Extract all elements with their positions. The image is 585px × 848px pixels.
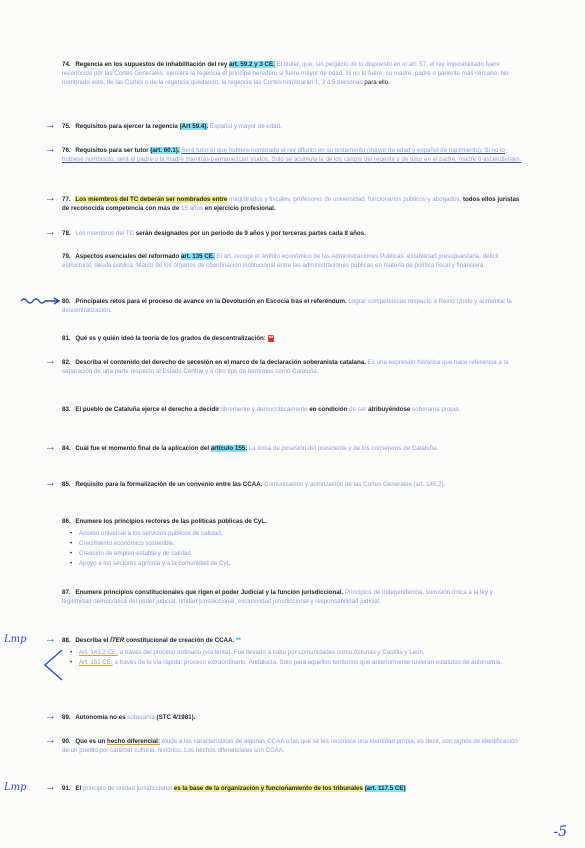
question: Que es un bbox=[75, 738, 106, 745]
question: en condición bbox=[309, 406, 348, 413]
answer: El titular, que, sin perjuicio de lo dispuesto en el art. 57, el rey imposibilitado fuere reconocido por las Cortes Generales, ejercerá la regencia el príncipe heredero si fuere mayor de edad. Si no lo fuere, su madre, padre o pariente más cercano. No nombrado esto, de las Cortes o de la regencia quedando, la regencia las Cortes nombrarán 1, 3 ó 5 personas bbox=[62, 61, 509, 86]
article-ref: Art. 143.2 CE, bbox=[79, 649, 118, 656]
question: Describa el bbox=[75, 637, 109, 644]
answer: El art. recoge el ámbito económico de las Administraciones Públicas: estabilidad presupuestaria, déficit estructural, deuda pública. Marco de los órganos de coordinación institucional entre las administraciones públicas en materia de política fiscal y financiera. bbox=[62, 253, 499, 269]
article-ref: art. 59.2 y 3 CE. bbox=[229, 61, 275, 68]
item-74 bbox=[62, 60, 522, 87]
question-underlined: hecho diferencial: bbox=[107, 738, 160, 745]
question: Enumere los principios rectores de las políticas públicas de CyL. bbox=[75, 518, 267, 525]
item-number: 87. bbox=[62, 589, 71, 596]
question: Requisito para la formalización de un convenio entre las CCAA. bbox=[75, 481, 263, 488]
item-number: 81. bbox=[62, 335, 71, 342]
answer-bold: en ejercicio profesional. bbox=[204, 205, 276, 212]
list-item: • Crecimiento económico sostenible. bbox=[70, 539, 522, 548]
article-ref: (Art 59.4). bbox=[179, 123, 209, 130]
question: Qué es y quién ideó la teoría de los grados de descentralización: bbox=[75, 335, 266, 342]
question: El pueblo de Cataluña ejerce el derecho a decidir bbox=[75, 406, 220, 413]
article-ref: artículo 155. bbox=[210, 445, 247, 452]
item-84 bbox=[62, 444, 522, 453]
item-number: 89. bbox=[62, 714, 71, 721]
item-86 bbox=[62, 517, 522, 569]
item-number: 80. bbox=[62, 298, 71, 305]
item-number: 82. bbox=[62, 359, 71, 366]
answer: Comunicación y autorización de las Cortes Generales (art. 145.2). bbox=[264, 481, 446, 488]
arrow-icon: → bbox=[45, 477, 56, 489]
answer: Español y mayor de edad. bbox=[209, 123, 282, 130]
article-ref: Art. 151 CE, bbox=[79, 659, 113, 666]
answer-tail: para ello. bbox=[364, 79, 390, 86]
answer: soberanía propia. bbox=[412, 406, 461, 413]
question: Los miembros del TC deberán ser nombrados entre bbox=[75, 196, 228, 203]
answer: magistrados y fiscales, profesores de universidad, funcionarios públicos y abogados, bbox=[229, 196, 462, 203]
item-82 bbox=[62, 358, 522, 376]
wavy-arrow-icon bbox=[20, 296, 62, 306]
list-item: • Acceso universal a los servicios públicos de calidad. bbox=[70, 529, 522, 538]
answer: a través de la vía rápida: proceso extraordinario. Andalucía. Solo para aquellos territorios que anteriormente tuvieran estatutos de autonomía. bbox=[114, 659, 503, 666]
list-item bbox=[70, 648, 522, 657]
item-90 bbox=[62, 737, 522, 755]
arrow-icon: → bbox=[45, 441, 56, 453]
question: serán designados por un periodo de 9 años y por terceras partes cada 8 años. bbox=[135, 230, 366, 237]
arrow-icon: → bbox=[45, 119, 56, 131]
arrow-icon: → bbox=[45, 355, 56, 367]
item-number: 74. bbox=[62, 61, 71, 68]
answer: principio de unidad jurisdiccional bbox=[82, 785, 173, 792]
item-number: 85. bbox=[62, 481, 71, 488]
answer: Es una expresión histórica que hace referencia a la separación de una parte respecto al Estado Central y a otro tipo de territorios como Cataluña. bbox=[62, 359, 509, 375]
question: atribuyéndose bbox=[368, 406, 411, 413]
arrow-icon: → bbox=[45, 226, 56, 238]
answer: soberanía bbox=[127, 714, 155, 721]
answer: Alude a las características de algunas CCAA a las que se les reconoce una identidad propia, es decir, son signos de identificación de un pueblo por carácter cultural, histórico. Los hechos diferenciales son CCAA. bbox=[62, 738, 518, 754]
answer: Los miembros del TC bbox=[75, 230, 135, 237]
margin-note: Lmp bbox=[4, 782, 27, 793]
arrow-icon: → bbox=[45, 781, 56, 793]
arrow-icon: → bbox=[45, 734, 56, 746]
answer: Lograr competencias respecto a Reino Unido y aumentar la descentralización. bbox=[62, 298, 512, 314]
arrow-icon: → bbox=[45, 192, 56, 204]
creation-list bbox=[70, 648, 522, 667]
item-number: 77. bbox=[62, 196, 71, 203]
article-ref: (art. 60.1). bbox=[150, 147, 180, 154]
item-number: 79. bbox=[62, 253, 71, 260]
question: es la base de la organización y funcionamiento de los tribunales bbox=[173, 785, 363, 792]
item-number: 78. bbox=[62, 230, 71, 237]
question: Aspectos esenciales del reformado bbox=[75, 253, 180, 260]
question-italic: ÍTER bbox=[110, 637, 125, 644]
question: Describa el contenido del derecho de secesión en el marco de la declaración soberanista catalana. bbox=[75, 359, 366, 366]
answer: a través del proceso ordinario (vía lenta). Fue llevado a cabo por comunidades como Asturias y Castilla y León. bbox=[119, 649, 425, 656]
priority-mark: ** bbox=[268, 335, 274, 342]
question: Cuál fue el momento final de la aplicación del bbox=[75, 445, 210, 452]
question: Principales retos para el proceso de avance en la Devolución en Escocia tras el referéndum. bbox=[75, 298, 347, 305]
page-number: -5 bbox=[553, 824, 567, 840]
item-75 bbox=[62, 122, 522, 131]
item-number: 90. bbox=[62, 738, 71, 745]
question: constitucional de creación de CCAA. bbox=[125, 637, 235, 644]
arrow-icon: → bbox=[45, 143, 56, 155]
item-89 bbox=[62, 713, 522, 722]
answer: de ser bbox=[349, 406, 367, 413]
item-91 bbox=[62, 784, 522, 793]
article-ref: (art. 117.5 CE) bbox=[364, 785, 406, 792]
question: (STC 4/1981). bbox=[156, 714, 196, 721]
item-83 bbox=[62, 405, 522, 414]
item-number: 76. bbox=[62, 147, 71, 154]
priority-mark: ** bbox=[236, 637, 241, 644]
question: El bbox=[75, 785, 82, 792]
item-number: 88. bbox=[62, 637, 71, 644]
answer: libremente y democráticamente bbox=[221, 406, 308, 413]
item-81 bbox=[62, 334, 522, 343]
item-number: 84. bbox=[62, 445, 71, 452]
question: Requisitos para ejercer la regencia bbox=[75, 123, 178, 130]
article-ref: art. 135 CE. bbox=[180, 253, 215, 260]
item-76 bbox=[62, 146, 522, 164]
list-item bbox=[70, 658, 522, 667]
item-77 bbox=[62, 195, 522, 213]
answer-bold: todos ellos juristas de reconocida competencia con más de bbox=[62, 196, 520, 212]
item-88 bbox=[62, 636, 522, 668]
bracket-icon bbox=[42, 648, 64, 682]
principles-list bbox=[70, 529, 522, 568]
list-item: • Apoyo a los sectores agrícola y a la comunidad de CyL. bbox=[70, 559, 522, 568]
item-79 bbox=[62, 252, 522, 270]
item-87 bbox=[62, 588, 522, 606]
item-number: 75. bbox=[62, 123, 71, 130]
answer: Será tutor el que hubiere nombrado el rey difunto en su testamento (mayor de edad y español de nacimiento). Si no lo hubiese nombrado, será el padre o la madre mientras permanezcan viudos. Solo se acumula la de los cargos del regente y de tutor en el padre, madre o ascendientes. bbox=[62, 147, 522, 163]
margin-note: Lmp bbox=[4, 634, 27, 645]
arrow-icon: → bbox=[45, 633, 56, 645]
question: Regencia en los supuestos de inhabilitación del rey bbox=[75, 61, 228, 68]
item-78 bbox=[62, 229, 522, 238]
arrow-icon: → bbox=[45, 710, 56, 722]
question: Requisitos para ser tutor bbox=[75, 147, 149, 154]
item-number: 91. bbox=[62, 785, 71, 792]
item-number: 86. bbox=[62, 518, 71, 525]
answer: Principios de independencia, sumisión única a la ley y legitimidad democrática del poder judicial, unidad jurisdiccional, exclusividad jurisdiccional y responsabilidad judicial. bbox=[62, 589, 493, 605]
answer: 15 años bbox=[181, 205, 204, 212]
question: Enumere principios constitucionales que rigen el poder Judicial y la función jurisdiccional. bbox=[75, 589, 344, 596]
item-number: 83. bbox=[62, 406, 71, 413]
list-item: • Creación de empleo estable y de calidad. bbox=[70, 549, 522, 558]
item-80 bbox=[62, 297, 522, 315]
answer: La toma de posesión del presidente y de los consejeros de Cataluña. bbox=[248, 445, 439, 452]
question: Autonomía no es bbox=[75, 714, 126, 721]
item-85 bbox=[62, 480, 522, 489]
